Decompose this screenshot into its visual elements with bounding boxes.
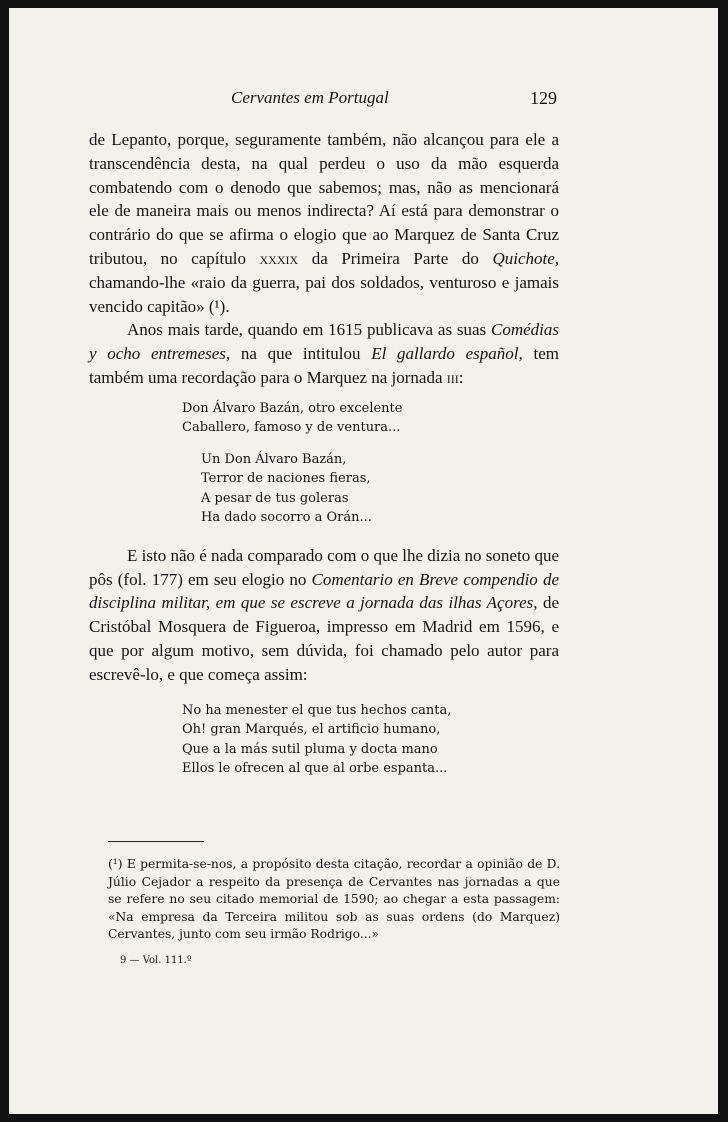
verse-line: Ha dado socorro a Orán...: [201, 510, 372, 526]
running-title: Cervantes em Portugal: [231, 88, 389, 107]
verse-line: Don Álvaro Bazán, otro excelente: [182, 400, 403, 416]
verse-quote-3: [182, 701, 559, 779]
verse-line: Terror de naciones fieras,: [201, 471, 371, 487]
verse-line: A pesar de tus goleras: [201, 490, 349, 506]
footnote-divider: [108, 841, 204, 842]
book-title-quichote: Quichote,: [492, 248, 560, 268]
verse-line: No ha menester el que tus hechos canta,: [182, 702, 452, 718]
page-number: 129: [530, 88, 557, 108]
verse-quote-1: [182, 399, 559, 438]
paragraph-2-text-2: na que intitulou: [230, 344, 372, 364]
verse-quote-2: [201, 450, 559, 528]
verse-line: Que a la más sutil pluma y docta mano: [182, 741, 438, 757]
running-head: [9, 88, 718, 112]
paragraph-3-text: E isto não é nada comparado com o que lhe dizia no soneto que pôs (fol. 177) em seu elogio no: [89, 545, 559, 589]
book-page: [9, 8, 718, 1114]
paragraph-2-text-3: tem também uma recordação para o Marquez na jornada: [89, 344, 559, 387]
chapter-numeral: xxxix: [259, 248, 299, 268]
paragraph-1: [89, 128, 559, 318]
verse-line: Un Don Álvaro Bazán,: [201, 451, 347, 467]
work-title-comedias: Comédias y ocho entremeses,: [89, 320, 559, 364]
work-title-comentario: Comentario en Breve compendio de disciplina militar, em que se escreve a jornada das ilhas Açores,: [89, 569, 559, 613]
paragraph-1-text-3: chamando-lhe «raio da guerra, pai dos soldados, venturoso e jamais vencido capitão» (¹).: [89, 272, 559, 316]
printer-signature: 9 — Vol. 111.º: [120, 955, 192, 966]
footnote: (¹) E permita-se-nos, a propósito desta citação, recordar a opinião de D. Júlio Cejador a respeito da presença de Cervantes nas jornadas a que se refere no seu citado memorial de 1590; ao chegar a esta passagem: «Na empresa da Terceira militou sob as suas ordens (do Marquez) Cervantes, junto com seu irmão Rodrigo...»: [108, 857, 560, 942]
paragraph-2: [89, 318, 559, 389]
paragraph-3-text-2: de Cristóbal Mosquera de Figueroa, impresso em Madrid em 1596, e que por algum motivo, sem dúvida, foi chamado pelo autor para escrevê-lo, e que começa assim:: [89, 593, 559, 684]
paragraph-1-text-2: da Primeira Parte do: [298, 248, 493, 268]
paragraph-1-text: de Lepanto, porque, seguramente também, não alcançou para ele a transcendência desta, na qual perdeu o uso da mão esquerda combatendo com o denodo que sabemos; mas, não as mencionará ele de maneira mais ou menos indirecta? Aí está para demonstrar o contrário do que se afirma o elogio que ao Marquez de Santa Cruz tributou, no capítulo: [89, 130, 559, 268]
paragraph-3: [89, 544, 559, 687]
jornada-numeral: iii: [446, 367, 459, 387]
verse-line: Ellos le ofrecen al que al orbe espanta...: [182, 761, 448, 777]
body-text: [89, 128, 559, 779]
verse-line: Oh! gran Marqués, el artificio humano,: [182, 722, 441, 738]
work-title-gallardo: El gallardo español,: [371, 344, 523, 364]
paragraph-2-colon: :: [458, 367, 464, 387]
verse-line: Caballero, famoso y de ventura...: [182, 420, 401, 436]
paragraph-2-text: Anos mais tarde, quando em 1615 publicava as suas: [127, 320, 491, 340]
